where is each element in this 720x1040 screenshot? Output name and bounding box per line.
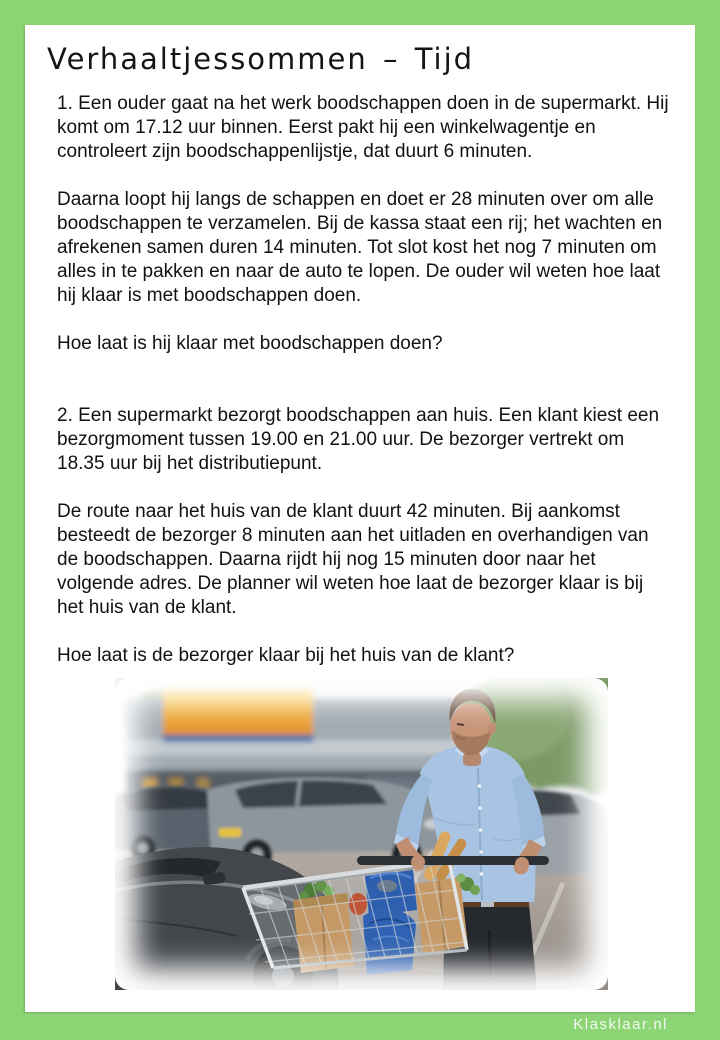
problem-2-question: Hoe laat is de bezorger klaar bij het huis van de klant? <box>57 645 515 666</box>
watermark: Klasklaar.nl <box>573 1016 668 1033</box>
problem-1-question: Hoe laat is hij klaar met boodschappen doen? <box>57 333 443 354</box>
problem-1-paragraph-2: Daarna loopt hij langs de schappen en doet er 28 minuten over om alle boodschappen te verzamelen. Bij de kassa staat een rij; het wachten en afrekenen samen duren 14 minuten. Tot slot kost het nog 7 minuten om alles in te pakken en naar de auto te lopen. De ouder wil weten hoe laat hij klaar is met boodschappen doen. <box>57 189 663 306</box>
problem-2-paragraph-2: De route naar het huis van de klant duurt 42 minuten. Bij aankomst besteedt de bezorger 8 minuten aan het uitladen en overhandigen van de boodschappen. Daarna rijdt hij nog 15 minuten door naar het volgende adres. De planner wil weten hoe laat de bezorger klaar is bij het huis van de klant. <box>57 501 649 618</box>
problem-2 <box>57 404 669 668</box>
license-plate <box>219 828 241 837</box>
page-title: Verhaaltjessommen – Tijd <box>47 42 475 76</box>
problem-1 <box>57 92 669 356</box>
problem-2-paragraph-1: 2. Een supermarkt bezorgt boodschappen aan huis. Een klant kiest een bezorgmoment tussen 19.00 en 21.00 uur. De bezorger vertrekt om 18.35 uur bij het distributiepunt. <box>57 405 660 474</box>
worksheet-body <box>57 92 669 668</box>
supermarket-parking-photo <box>115 678 608 990</box>
worksheet-page <box>25 25 695 1012</box>
store-sign <box>163 688 313 738</box>
photo-illustration <box>115 678 608 990</box>
problem-1-paragraph-1: 1. Een ouder gaat na het werk boodschappen doen in de supermarkt. Hij komt om 17.12 uur binnen. Eerst pakt hij een winkelwagentje en controleert zijn boodschappenlijstje, dat duurt 6 minuten. <box>57 93 669 162</box>
